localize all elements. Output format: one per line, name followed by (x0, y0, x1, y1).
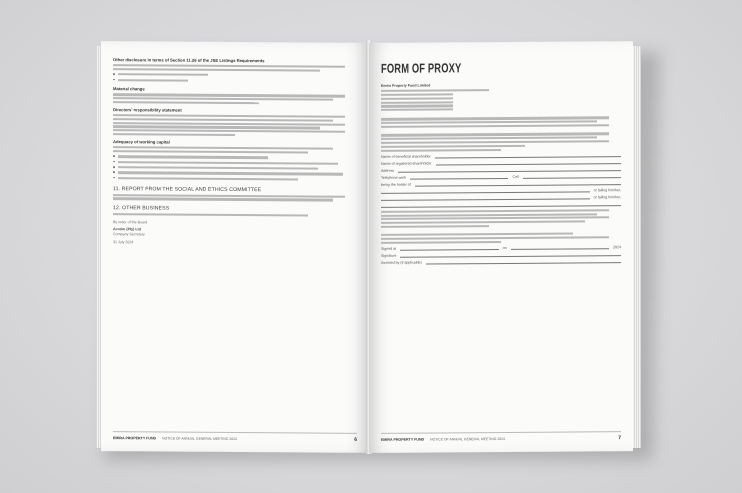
text-line (113, 101, 259, 104)
text-line (381, 93, 453, 96)
footer-note: NOTICE OF ANNUAL GENERAL MEETING 2024 (162, 436, 237, 442)
form-row-registered[interactable]: Name of registered shareholder (381, 160, 621, 166)
page-footer (381, 431, 621, 443)
text-line (381, 101, 453, 104)
footer-note: NOTICE OF ANNUAL GENERAL MEETING 2024 (430, 436, 505, 442)
text-line (381, 220, 585, 224)
text-line (381, 149, 501, 152)
text-line (381, 241, 501, 244)
right-page-edges (633, 46, 641, 448)
company-name: Emira Property Fund Limited (381, 83, 431, 88)
left-page (101, 41, 369, 453)
footer-brand: EMIRA PROPERTY FUND (381, 437, 425, 442)
form-row-address[interactable]: Address (381, 167, 621, 173)
section-heading: Material change (113, 86, 145, 92)
form-row-signed[interactable]: Signed at on 2024 (381, 245, 621, 251)
form-row-beneficial[interactable]: Name of beneficial shareholder (381, 153, 621, 159)
section-heading: 12. OTHER BUSINESS (113, 204, 170, 212)
list-item (113, 175, 357, 182)
form-row-proxy-3[interactable] (381, 202, 621, 208)
section-heading: 11. REPORT FROM THE SOCIAL AND ETHICS COMMITTEE (113, 185, 262, 193)
form-row-proxy-2[interactable]: or failing him/her, (381, 195, 621, 201)
list-item (113, 77, 357, 84)
form-row-assisted[interactable]: Assisted by (if applicable) (381, 259, 621, 265)
text-line (381, 145, 525, 148)
signoff-by-order: By order of the Board (113, 219, 148, 225)
signoff-date: 31 July 2024 (113, 239, 134, 244)
section-heading: Other disclosure in terms of Section 11.26 of the JSE Listings Requirements (113, 57, 265, 64)
text-line (381, 108, 453, 111)
text-line (381, 97, 453, 100)
page-footer (113, 431, 357, 443)
text-line (381, 236, 609, 240)
form-row-signature[interactable]: Signature (381, 252, 621, 258)
signoff-company: Acorim (Pty) Ltd (113, 227, 141, 232)
signoff-role: Company Secretary (113, 232, 145, 237)
text-line (381, 140, 609, 144)
section-heading: Directors' responsibility statement (113, 107, 182, 113)
page-number: 7 (618, 435, 621, 442)
page-number: 6 (354, 436, 357, 443)
text-line (113, 198, 333, 202)
text-line (381, 105, 453, 108)
form-row-holder[interactable]: being the holder of (381, 181, 621, 187)
section-heading: Adequacy of working capital (113, 139, 170, 145)
text-line (381, 89, 489, 92)
form-row-proxy-1[interactable]: or failing him/her, (381, 188, 621, 194)
form-row-phone[interactable]: Telephone work Cell (381, 174, 621, 180)
text-line (113, 133, 235, 136)
text-line (381, 225, 489, 228)
footer-brand: EMIRA PROPERTY FUND (113, 436, 157, 441)
text-line (113, 213, 308, 217)
page-title: FORM OF PROXY (381, 60, 462, 76)
right-page (369, 41, 633, 453)
